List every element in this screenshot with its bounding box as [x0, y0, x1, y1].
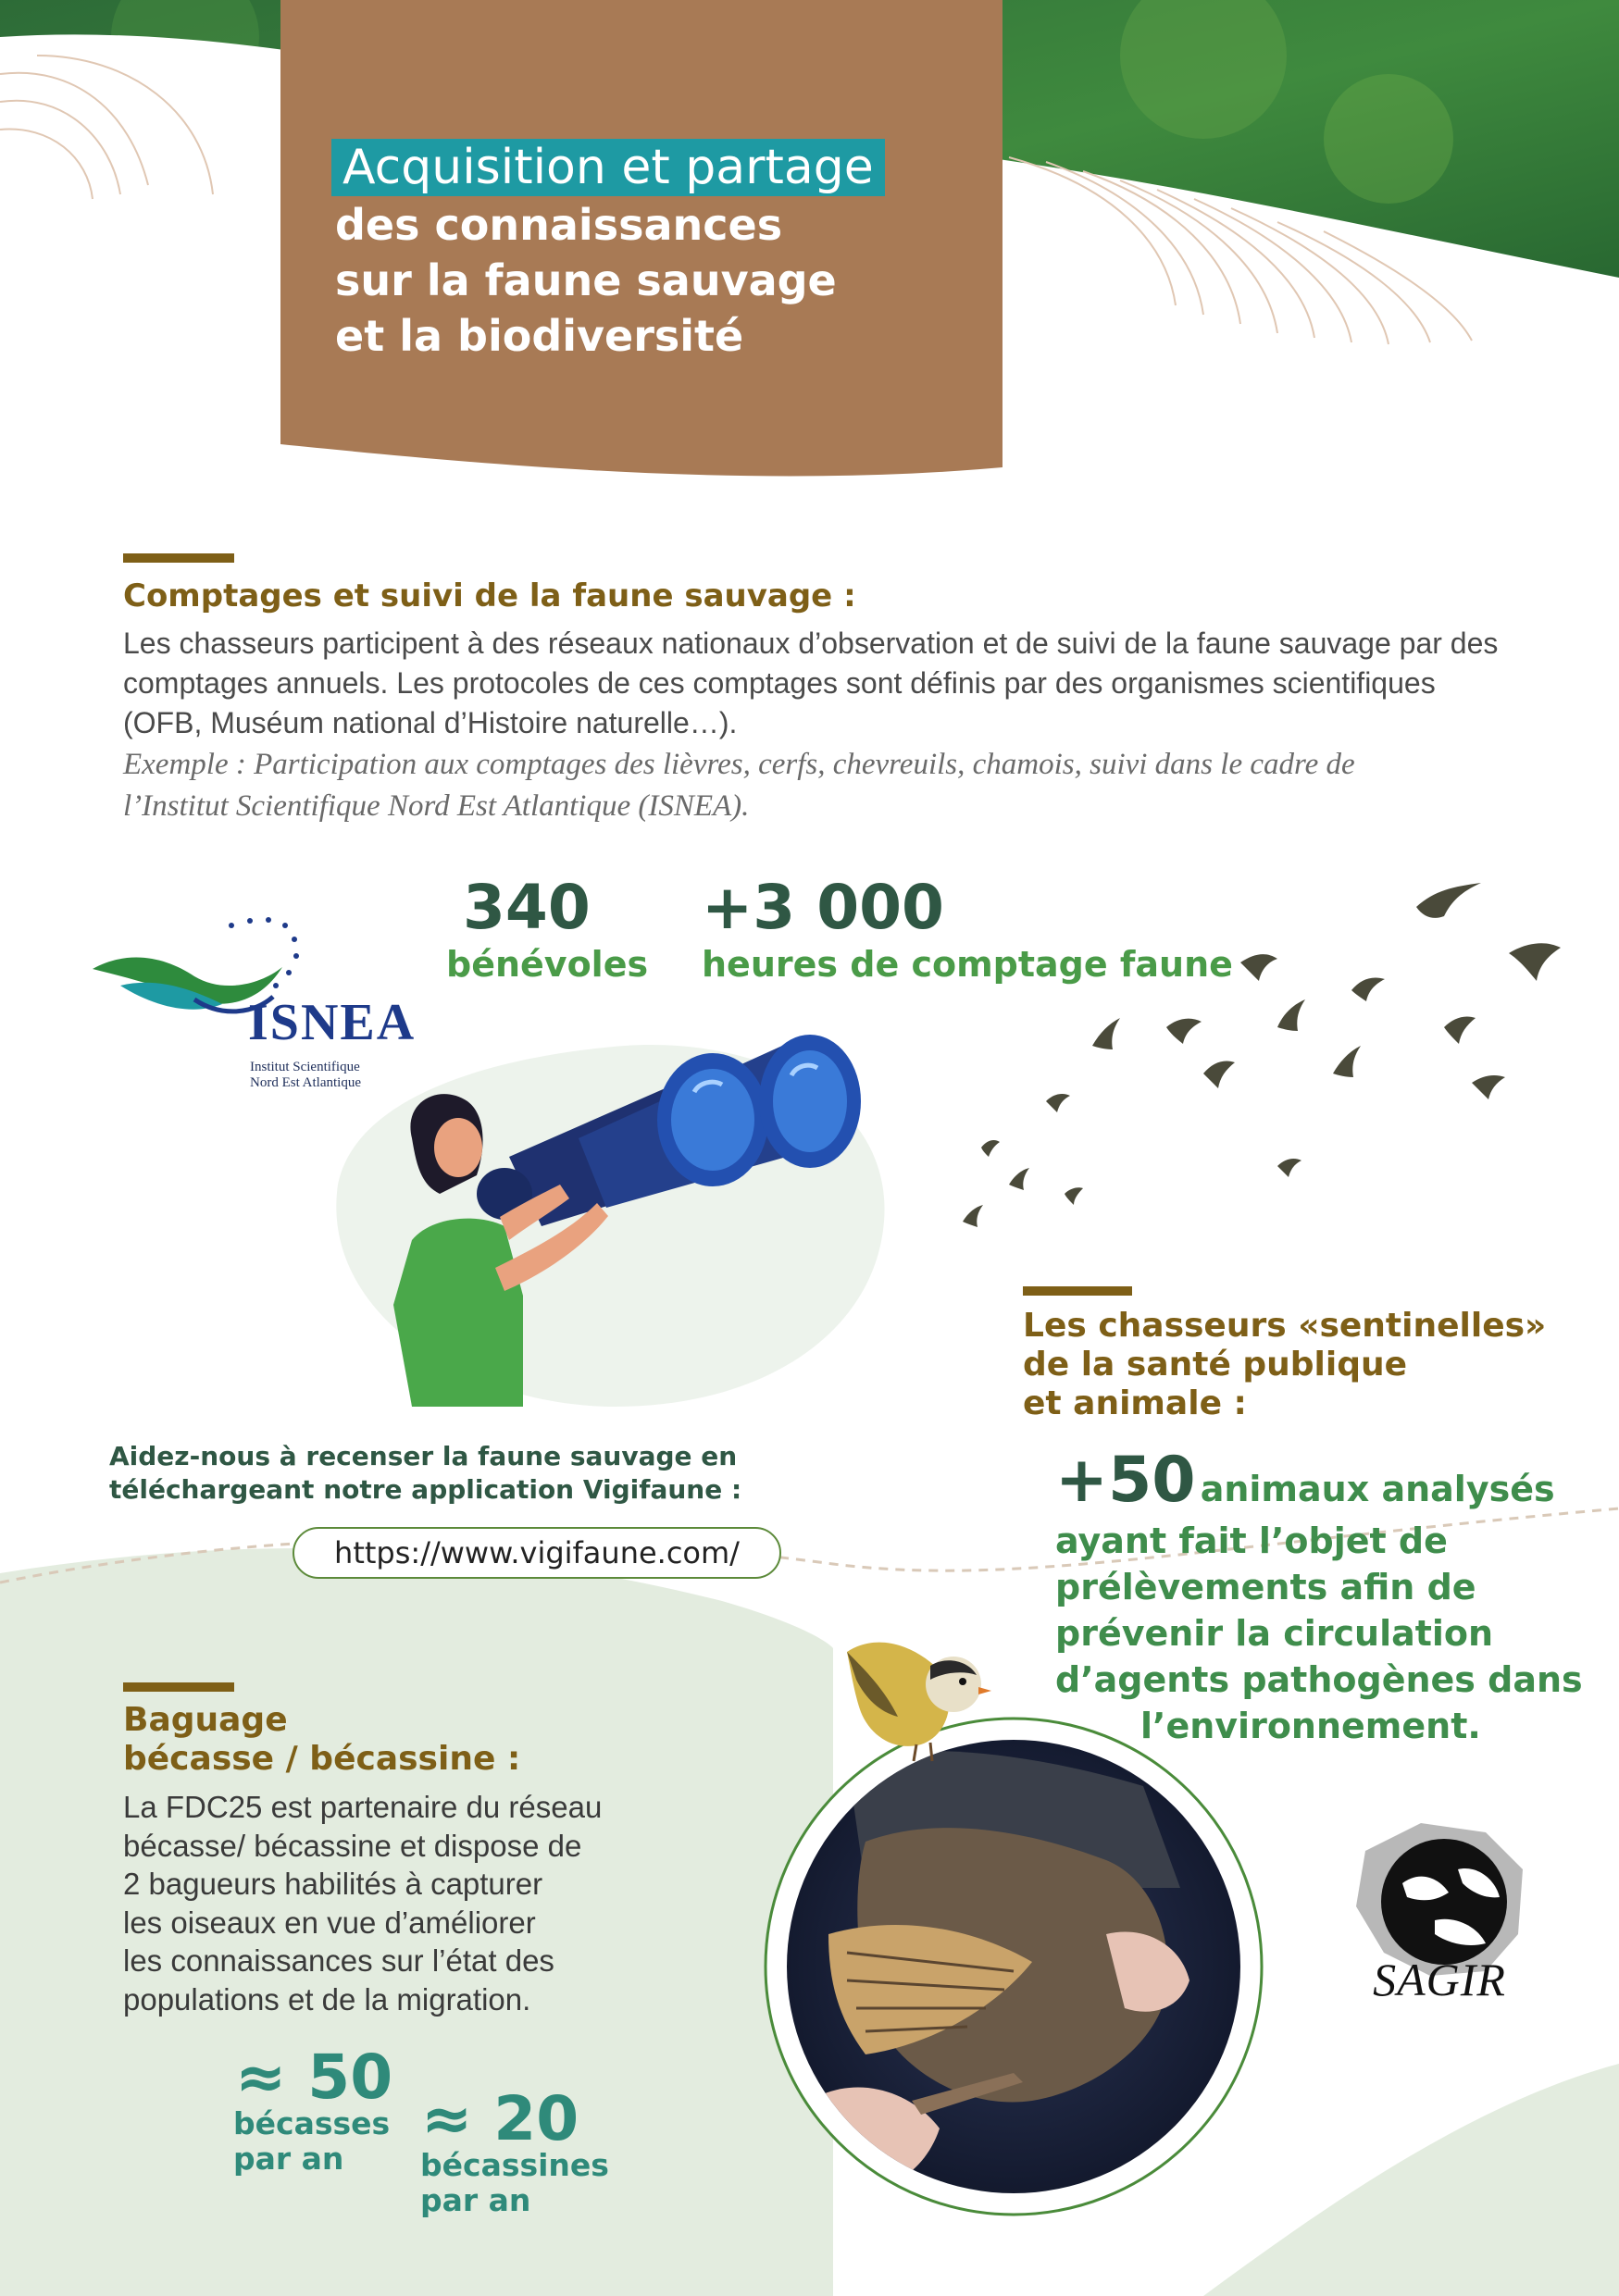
- sentinelles-line-4: d’agents pathogènes dans: [1055, 1659, 1583, 1700]
- sentinelles-line-3: prévenir la circulation: [1055, 1613, 1494, 1654]
- baguage-body-line-2: bécasse/ bécassine et dispose de: [123, 1828, 582, 1863]
- becassines-label-1: bécassines: [420, 2147, 609, 2183]
- baguage-body-line-6: populations et de la migration.: [123, 1981, 531, 2017]
- sentinelles-stat-label-first: animaux analysés: [1200, 1469, 1555, 1509]
- becasses-value: ≈ 50: [235, 2042, 393, 2113]
- becassines-value: ≈ 20: [421, 2083, 579, 2154]
- isnea-name: ISNEA: [248, 994, 417, 1051]
- sentinelles-line-2: prélèvements afin de: [1055, 1567, 1476, 1607]
- sentinelles-title-1: Les chasseurs «sentinelles»: [1023, 1307, 1547, 1345]
- becasses-label-1: bécasses: [233, 2105, 391, 2141]
- baguage-title-1: Baguage: [123, 1701, 288, 1739]
- section-bar-baguage: [123, 1682, 234, 1692]
- becasses-label-2: par an: [233, 2141, 344, 2177]
- title-line-2: sur la faune sauvage: [335, 255, 837, 305]
- vigifaune-cta-line-1: Aidez-nous à recenser la faune sauvage en: [109, 1441, 738, 1471]
- sentinelles-title-2: de la santé publique: [1023, 1346, 1408, 1384]
- title-line-1: des connaissances: [335, 200, 783, 250]
- becassines-label-2: par an: [420, 2182, 531, 2218]
- sentinelles-title-3: et animale :: [1023, 1384, 1247, 1422]
- isnea-subtitle-2: Nord Est Atlantique: [250, 1075, 361, 1090]
- sagir-logo: [1347, 1814, 1532, 2008]
- heures-label: heures de comptage faune: [702, 944, 1233, 985]
- isnea-subtitle-1: Institut Scientifique: [250, 1060, 360, 1074]
- baguage-body-line-3: 2 bagueurs habilités à capturer: [123, 1867, 543, 1901]
- title-line-3: et la biodiversité: [335, 311, 744, 361]
- benevoles-value: 340: [463, 872, 591, 943]
- sentinelles-line-5: l’environnement.: [1140, 1706, 1481, 1746]
- baguage-body-line-5: les connaissances sur l’état des: [123, 1943, 554, 1978]
- comptages-example: Exemple : Participation aux comptages des lièvres, cerfs, chevreuils, chamois, suivi dans le cadre de l’Institut Scientifique Nord Est Atlantique (ISNEA).: [123, 748, 1355, 823]
- sentinelles-line-1: ayant fait l’objet de: [1055, 1520, 1448, 1561]
- baguage-body-line-4: les oiseaux en vue d’améliorer: [123, 1905, 536, 1940]
- section-bar-sentinelles: [1023, 1286, 1132, 1296]
- comptages-body: Les chasseurs participent à des réseaux nationaux d’observation et de suivi de la faune sauvage par des comptages annuels. Les protocoles de ces comptages sont définis par des organismes scientifiques (OFB, Muséum national d’Histoire naturelle…).: [123, 627, 1499, 739]
- vigifaune-url-link[interactable]: https://www.vigifaune.com/: [293, 1527, 781, 1579]
- sentinelles-stat-row: [1055, 1444, 1555, 1517]
- section-bar-comptages: [123, 553, 234, 563]
- birds-flock-illustration: [953, 879, 1601, 1249]
- title-highlight: Acquisition et partage: [331, 139, 885, 196]
- baguage-title-2: bécasse / bécassine :: [123, 1740, 521, 1778]
- binoculars-illustration: [301, 1018, 949, 1407]
- comptages-title: Comptages et suivi de la faune sauvage :: [123, 577, 856, 614]
- benevoles-label: bénévoles: [446, 944, 649, 985]
- baguage-body-line-1: La FDC25 est partenaire du réseau: [123, 1790, 603, 1824]
- vigifaune-cta-line-2: téléchargeant notre application Vigifaune :: [109, 1474, 742, 1505]
- perched-bird-icon: [828, 1624, 995, 1763]
- sentinelles-stat-value: +50: [1055, 1444, 1196, 1517]
- sagir-name: SAGIR: [1373, 1954, 1506, 2005]
- heures-value: +3 000: [702, 872, 944, 943]
- woodcock-photo: [754, 1703, 1273, 2221]
- baguage-body: [123, 1788, 602, 2018]
